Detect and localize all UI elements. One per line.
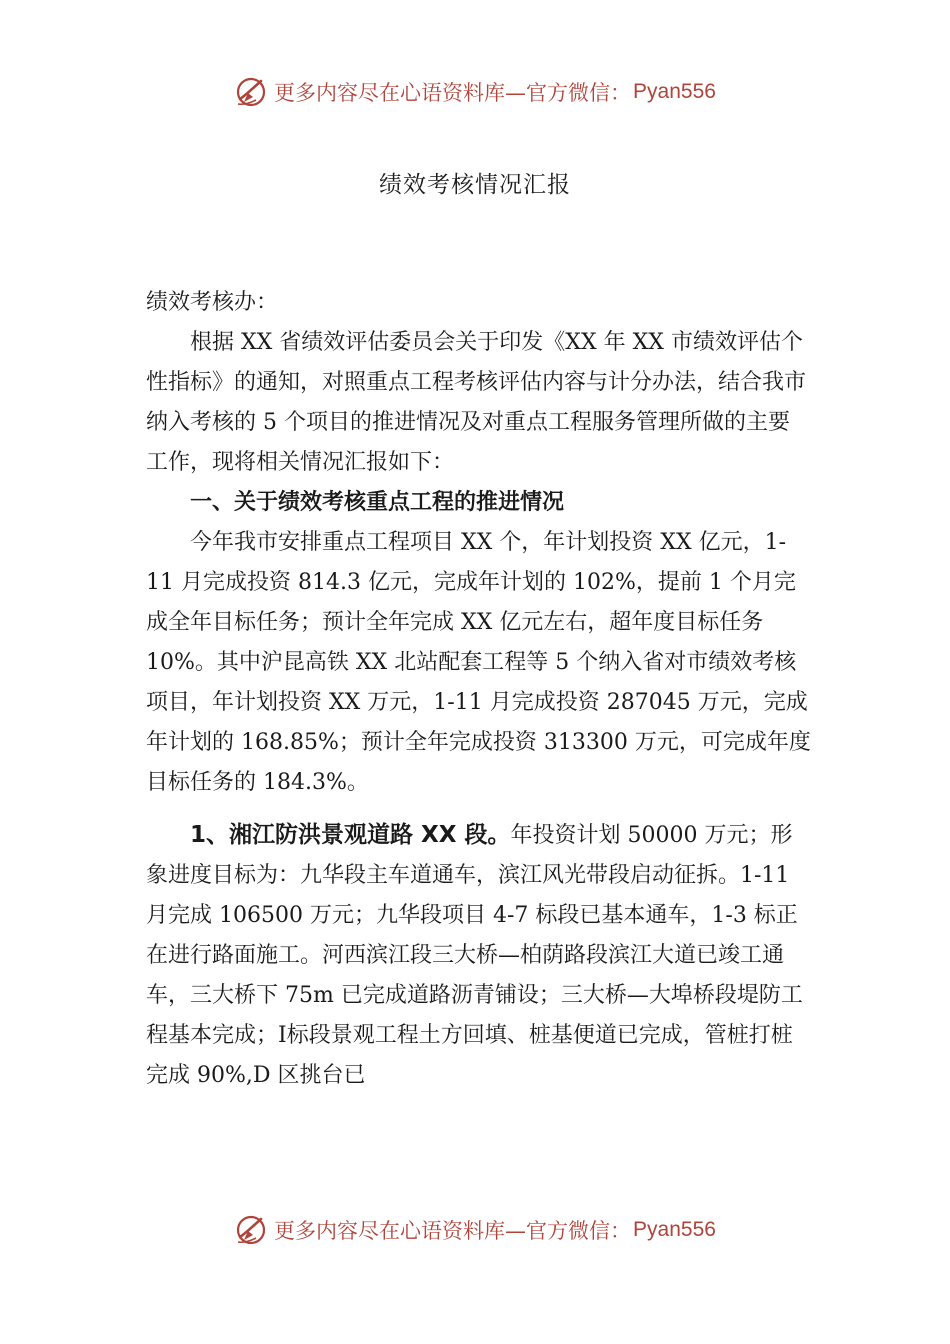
- watermark-text: 更多内容尽在心语资料库—官方微信：: [274, 81, 632, 105]
- watermark-handle: Pyan556: [633, 1218, 716, 1241]
- watermark-handle: Pyan556: [633, 80, 716, 103]
- pen-logo-icon: [234, 1213, 268, 1247]
- item-paragraph: [146, 815, 811, 1096]
- section-heading: 一、关于绩效考核重点工程的推进情况: [190, 490, 565, 515]
- document-title: 绩效考核情况汇报: [379, 172, 571, 198]
- item-body: 年投资计划 50000 万元；形象进度目标为：九华段主车道通车，滨江风光带段启动征拆。1-11 月完成 106500 万元；九华段项目 4-7 标段已基本通车，1-3 标正在进行路面施工。河西滨江段三大桥—柏荫路段滨江大道已竣工通车，三大桥下 75m 已完成道路沥青铺设；三大桥—大埠桥段堤防工程基本完成；Ⅰ标段景观工程土方回填、桩基便道已完成，管桩打桩完成 90%,D 区挑台已: [146, 823, 803, 1088]
- document-body: [146, 283, 811, 1096]
- watermark-banner-top: [0, 70, 950, 114]
- salutation: 绩效考核办：: [146, 290, 279, 315]
- item-lead: 1、湘江防洪景观道路 XX 段。: [190, 822, 511, 848]
- watermark-banner-bottom: [0, 1208, 950, 1252]
- section-paragraph: 今年我市安排重点工程项目 XX 个，年计划投资 XX 亿元，1-11 月完成投资 814.3 亿元，完成年计划的 102%，提前 1 个月完成全年目标任务；预计全年完成 XX 亿元左右，超年度目标任务 10%。其中沪昆高铁 XX 北站配套工程等 5 个纳入省对市绩效考核项目，年计划投资 XX 万元，1-11 月完成投资 287045 万元，完成年计划的 168.85%；预计全年完成投资 313300 万元，可完成年度目标任务的 184.3%。: [146, 530, 811, 795]
- pen-logo-icon: [234, 75, 268, 109]
- watermark-text: 更多内容尽在心语资料库—官方微信：: [274, 1219, 632, 1243]
- intro-paragraph: 根据 XX 省绩效评估委员会关于印发《XX 年 XX 市绩效评估个性指标》的通知，对照重点工程考核评估内容与计分办法，结合我市纳入考核的 5 个项目的推进情况及对重点工程服务管理所做的主要工作，现将相关情况汇报如下：: [146, 330, 807, 475]
